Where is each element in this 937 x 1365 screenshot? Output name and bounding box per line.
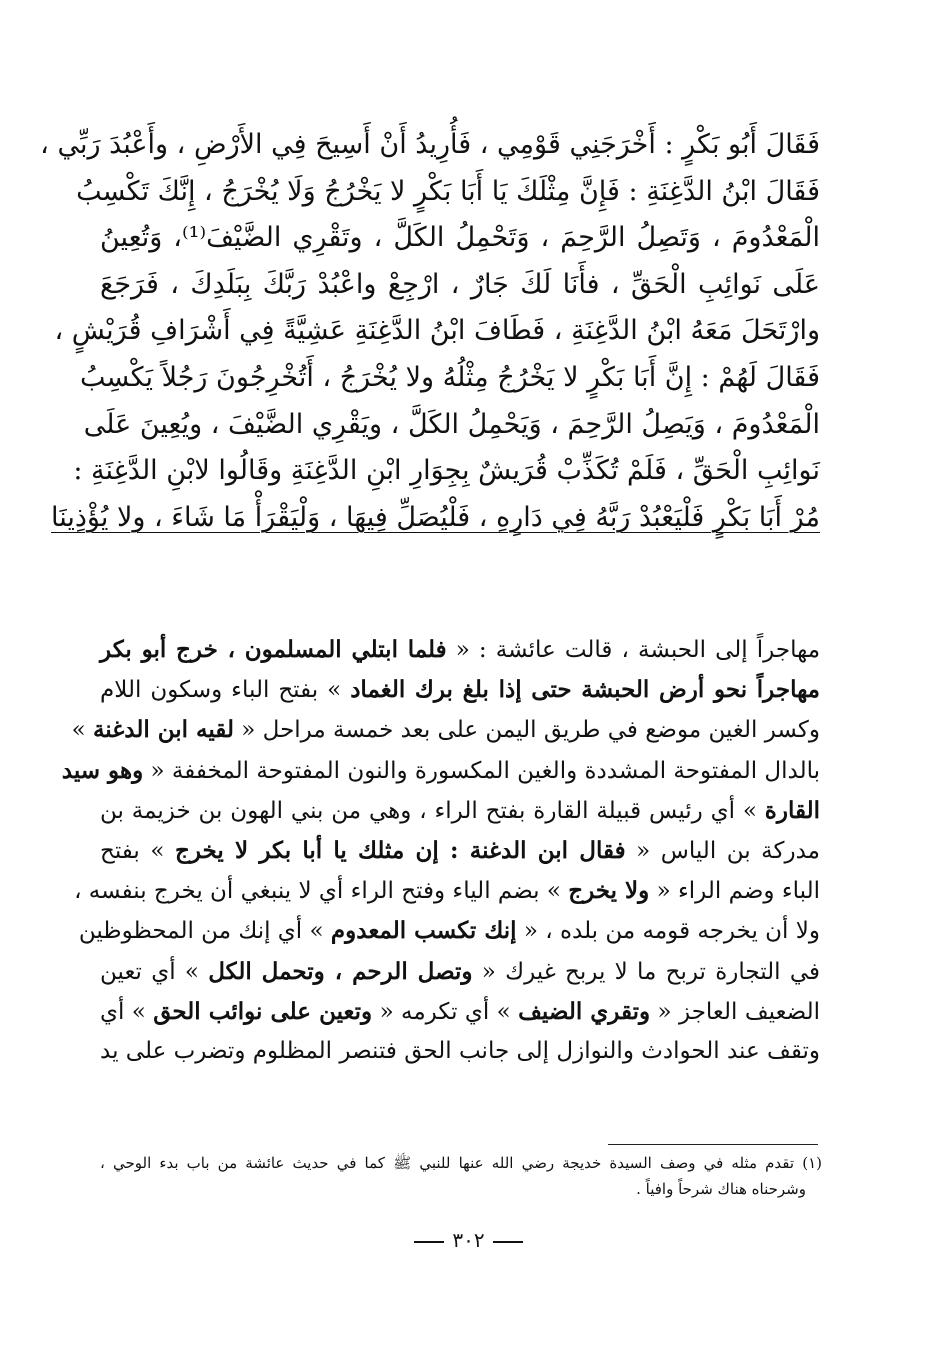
commentary-quoted-phrase: إنك تكسب المعدوم bbox=[330, 917, 517, 945]
commentary-text-block bbox=[61, 630, 821, 1071]
hadith-line: وارْتَحَلَ مَعَهُ ابْنُ الدَّغِنَةِ ، فَطَافَ ابْنُ الدَّغِنَةِ عَشِيَّةً فِي أَشْرَافِ قُرَيْشٍ ، bbox=[54, 315, 820, 347]
commentary-line bbox=[78, 911, 820, 951]
commentary-text: » أي إنك من المحظوظين bbox=[78, 918, 331, 945]
commentary-text: الباء وضم الراء « bbox=[649, 878, 820, 905]
commentary-text: وتقف عند الحوادث والنوازل إلى جانب الحق فتنصر المظلوم وتضرب على يد bbox=[100, 1038, 820, 1065]
commentary-quoted-phrase: فقال ابن الدغنة : إن مثلك يا أبا بكر لا يخرج bbox=[174, 837, 626, 865]
commentary-quoted-phrase: وهو سيد bbox=[61, 756, 144, 784]
commentary-line bbox=[74, 871, 820, 911]
hadith-text-block bbox=[40, 122, 820, 541]
commentary-line bbox=[100, 670, 820, 710]
page-number-text: ٣٠٢ bbox=[452, 1228, 485, 1252]
commentary-line bbox=[100, 630, 820, 670]
commentary-line bbox=[100, 952, 820, 992]
hadith-line: فَقَالَ أَبُو بَكْرٍ : أَخْرَجَنِي قَوْمِي ، فَأُرِيدُ أَنْ أَسِيحَ فِي الأَرْضِ ، وأَعْبُدَ رَبِّي ، bbox=[40, 129, 820, 160]
commentary-line bbox=[100, 1032, 820, 1071]
commentary-quoted-phrase: ولا يخرج bbox=[568, 877, 650, 905]
hadith-line: فَقَالَ ابْنُ الدَّغِنَةِ : فَإِنَّ مِثْلَكَ يَا أَبَا بَكْرٍ لا يَخْرُجُ وَلَا يُخْرَجُ ، إِنَّكَ تَكْسِبُ bbox=[76, 175, 820, 207]
commentary-text: » بفتح bbox=[100, 838, 175, 865]
commentary-text: » أي bbox=[100, 998, 154, 1025]
commentary-quoted-phrase: فلما ابتلي المسلمون ، خرج أبو بكر bbox=[100, 636, 447, 663]
commentary-quoted-phrase: وتقري الضيف bbox=[518, 997, 651, 1025]
commentary-quoted-phrase: لقيه ابن الدغنة bbox=[92, 716, 234, 744]
footnote-divider bbox=[608, 1144, 818, 1145]
commentary-text: مهاجراً إلى الحبشة ، قالت عائشة : « bbox=[446, 637, 821, 663]
hadith-line: نَوائِبِ الْحَقِّ ، فَلَمْ تُكَذِّبْ قُرَيشٌ بِجِوَارِ ابْنِ الدَّغِنَةِ وقَالُوا لابْنِ الدَّغِنَةِ : bbox=[73, 455, 820, 487]
commentary-line bbox=[61, 751, 820, 791]
commentary-quoted-phrase: وتعين على نوائب الحق bbox=[153, 997, 373, 1025]
commentary-line bbox=[100, 791, 820, 831]
commentary-text: » بضم الياء وفتح الراء أي لا ينبغي أن يخرج بنفسه ، bbox=[74, 878, 569, 905]
commentary-text: » أي تعين bbox=[100, 958, 209, 985]
commentary-text: » أي رئيس قبيلة القارة بفتح الراء ، وهي من بني الهون بن خزيمة بن bbox=[100, 797, 765, 824]
commentary-line bbox=[100, 831, 820, 871]
footnote-line: (١) تقدم مثله في وصف السيدة خديجة رضي الله عنها للنبي ﷺ كما في حديث عائشة من باب بدء الوحي ، bbox=[100, 1154, 822, 1172]
page-number-dash bbox=[493, 1241, 523, 1243]
commentary-text: » bbox=[71, 717, 93, 744]
commentary-text: » أي تكرمه « bbox=[372, 998, 519, 1025]
hadith-line: مُرْ أَبَا بَكْرٍ فَلْيَعْبُدْ رَبَّهُ فِي دَارِهِ ، فَلْيُصَلِّ فِيهَا ، وَلْيَقْرَأْ مَا شَاءَ ، ولا يُؤْذِينَا bbox=[51, 501, 820, 533]
hadith-line: الْمَعْدُومَ ، وَيَصِلُ الرَّحِمَ ، وَيَحْمِلُ الكَلَّ ، ويَقْرِي الضَّيْفَ ، ويُعِينَ عَلَى bbox=[83, 408, 820, 440]
footnote-line: وشرحناه هناك شرحاً وافياً . bbox=[636, 1180, 806, 1198]
page-number bbox=[0, 1228, 937, 1252]
hadith-line: الْمَعْدُومَ ، وَتَصِلُ الرَّحِمَ ، وَتَحْمِلُ الكَلَّ ، وتَقْرِي الضَّيْفَ⁽¹⁾، وَتُعِينُ bbox=[100, 222, 820, 254]
commentary-line bbox=[100, 992, 820, 1032]
commentary-text: مدركة بن الياس « bbox=[625, 838, 820, 865]
hadith-line: عَلَى نَوائِبِ الْحَقِّ ، فأَنَا لَكَ جَارٌ ، ارْجِعْ واعْبُدْ رَبَّكَ بِبَلَدِكَ ، فَرَجَعَ bbox=[100, 268, 820, 300]
commentary-text: ولا أن يخرجه قومه من بلده ، « bbox=[516, 918, 820, 945]
commentary-text: وكسر الغين موضع في طريق اليمن على بعد خمسة مراحل « bbox=[233, 717, 820, 744]
commentary-quoted-phrase: وتصل الرحم ، وتحمل الكل bbox=[208, 957, 473, 985]
commentary-quoted-phrase: القارة bbox=[764, 796, 820, 824]
footnotes bbox=[100, 1150, 822, 1202]
commentary-text: في التجارة تربح ما لا يربح غيرك « bbox=[472, 958, 820, 985]
commentary-text: » بفتح الباء وسكون اللام bbox=[100, 677, 351, 704]
hadith-line: فَقَالَ لَهُمْ : إِنَّ أَبَا بَكْرٍ لا يَخْرُجُ مِثْلُهُ ولا يُخْرَجُ ، أَتُخْرِجُونَ رَجُلاً يَكْسِبُ bbox=[80, 361, 820, 393]
page-number-dash bbox=[414, 1241, 444, 1243]
commentary-line bbox=[71, 710, 820, 750]
commentary-text: الضعيف العاجز « bbox=[650, 998, 821, 1025]
commentary-quoted-phrase: مهاجراً نحو أرض الحبشة حتى إذا بلغ برك الغماد bbox=[350, 676, 821, 704]
commentary-text: بالدال المفتوحة المشددة والغين المكسورة والنون المفتوحة المخففة « bbox=[143, 757, 820, 784]
